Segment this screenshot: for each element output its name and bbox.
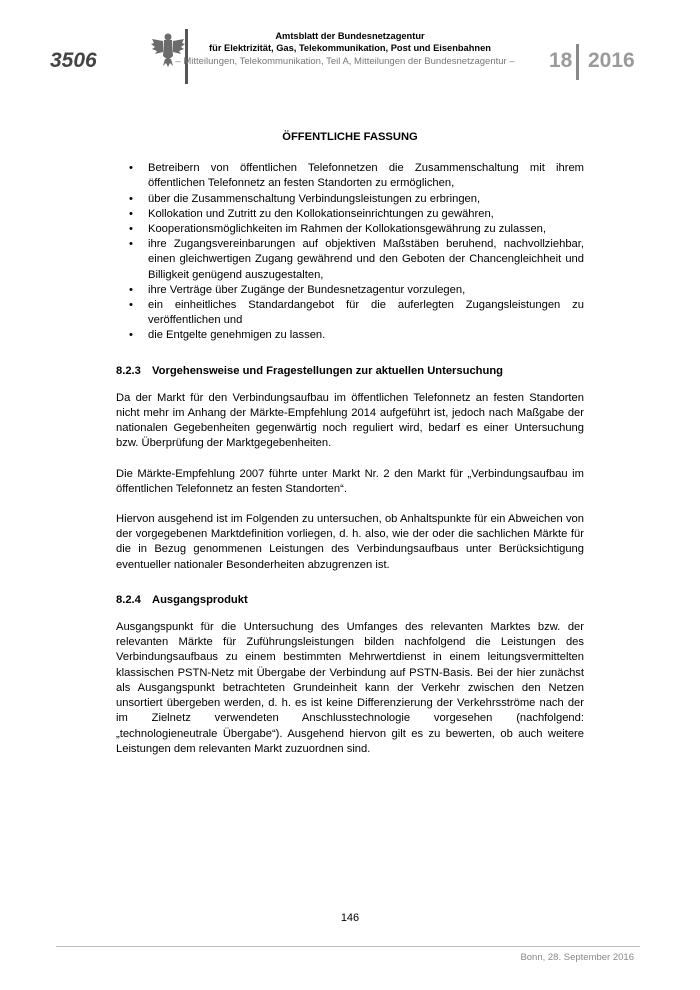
bullet-icon: • xyxy=(129,207,133,220)
issue-year: 2016 xyxy=(588,49,635,72)
list-item xyxy=(116,192,584,207)
list-item xyxy=(116,161,584,191)
list-item-text: über die Zusammenschaltung Verbindungsleistungen zu erbringen, xyxy=(148,192,481,205)
issue-divider xyxy=(576,44,579,80)
page-number: 3506 xyxy=(50,49,97,72)
list-item-text: die Entgelte genehmigen zu lassen. xyxy=(148,329,326,342)
list-item xyxy=(116,222,584,237)
bullet-icon: • xyxy=(129,329,133,342)
journal-subtitle: – Mitteilungen, Telekommunikation, Teil A, Mitteilungen der Bundesnetzagentur – xyxy=(175,56,515,67)
bullet-icon: • xyxy=(129,299,133,312)
footer-date: Bonn, 28. September 2016 xyxy=(520,952,634,963)
obligation-list xyxy=(116,161,584,343)
section-heading-8-2-4 xyxy=(116,593,584,608)
list-item xyxy=(116,283,584,298)
section-title: Ausgangsprodukt xyxy=(152,593,248,606)
list-item-text: Kooperationsmöglichkeiten im Rahmen der Kollokationsgewährung zu zulassen, xyxy=(148,223,547,236)
journal-title-line1: Amtsblatt der Bundesnetzagentur xyxy=(275,31,425,41)
list-item-text: Kollokation und Zutritt zu den Kollokationseinrichtungen zu gewähren, xyxy=(148,207,494,220)
paragraph: Da der Markt für den Verbindungsaufbau im öffentlichen Telefonnetz an festen Standorten nicht mehr im Anhang der Märkte-Empfehlung 2014 aufgeführt ist, jedoch nach Maßgabe der nationalen Gegebenheiten gegenwärtig noch reguliert wird, bedarf es einer Untersuchung bzw. Überprüfung der Marktgegebenheiten. xyxy=(116,391,584,450)
bullet-icon: • xyxy=(129,162,133,175)
paragraph: Ausgangspunkt für die Untersuchung des Umfanges des relevanten Marktes bzw. der relevanten Märkte für Zuführungsleistungen bilden nachfolgend die Leistungen des Verbindungsaufbaus zu einem bestimmten Mehrwertdienst in einem leitungsvermittelten klassischen PSTN-Netz mit Übergabe der Verbindung auf PSTN-Basis. Bei der hier zunächst als Ausgangspunkt betrachteten Grundeinheit kann der Verkehr zwischen den Netzen unsortiert übergeben werden, d. h. es ist keine Differenzierung der Verkehrsströme nach der im Zielnetz verwendeten Anschlusstechnologie vorgesehen (nachfolgend: „technologieneutrale Übergabe“). Ausgehend hiervon gilt es zu bewerten, ob auch weitere Leistungen dem relevanten Markt zuzuordnen sind. xyxy=(116,621,584,755)
journal-title-line2: für Elektrizität, Gas, Telekommunikation, Post und Eisenbahnen xyxy=(209,43,491,53)
list-item xyxy=(116,237,584,283)
list-item-text: ein einheitliches Standardangebot für die auferlegten Zugangsleistungen zu veröffentlichen und xyxy=(148,299,584,327)
list-item-text: Betreibern von öffentlichen Telefonnetzen die Zusammenschaltung mit ihrem öffentlichen Telefonnetz an festen Standorten zu ermöglichen, xyxy=(148,162,584,190)
paragraph: Die Märkte-Empfehlung 2007 führte unter Markt Nr. 2 den Markt für „Verbindungsaufbau im öffentlichen Telefonnetz an festen Standorten“. xyxy=(116,467,584,495)
section-number: 8.2.3 xyxy=(116,364,141,377)
list-item-text: ihre Zugangsvereinbarungen auf objektiven Maßstäben beruhend, nachvollziehbar, einen gleichwertigen Zugang gewährend und den Geboten der Chancengleichheit und Billigkeit genügend auszugestalten, xyxy=(148,238,584,281)
list-item-text: ihre Verträge über Zugänge der Bundesnetzagentur vorzulegen, xyxy=(148,283,466,296)
bullet-icon: • xyxy=(129,283,133,296)
footer-divider xyxy=(56,946,640,947)
section-heading-8-2-3 xyxy=(116,364,584,379)
bullet-icon: • xyxy=(129,238,133,251)
footer-page-number: 146 xyxy=(340,912,360,924)
paragraph: Hiervon ausgehend ist im Folgenden zu untersuchen, ob Anhaltspunkte für ein Abweichen von der vorgegebenen Marktdefinition vorliegen, d. h. also, wie der oder die sachlichen Märkte für die in Bezug genommenen Leistungen des Verbindungsaufbaus unter Berücksichtigung eventueller nationaler Besonderheiten abzugrenzen ist. xyxy=(116,513,584,571)
publication-label: ÖFFENTLICHE FASSUNG xyxy=(282,131,418,143)
bullet-icon: • xyxy=(129,223,133,236)
list-item xyxy=(116,298,584,328)
issue-number: 18 xyxy=(549,49,573,72)
section-title: Vorgehensweise und Fragestellungen zur aktuellen Untersuchung xyxy=(152,364,504,377)
section-number: 8.2.4 xyxy=(116,593,141,606)
bullet-icon: • xyxy=(129,192,133,205)
list-item xyxy=(116,207,584,222)
document-body xyxy=(116,130,584,772)
list-item xyxy=(116,328,584,343)
